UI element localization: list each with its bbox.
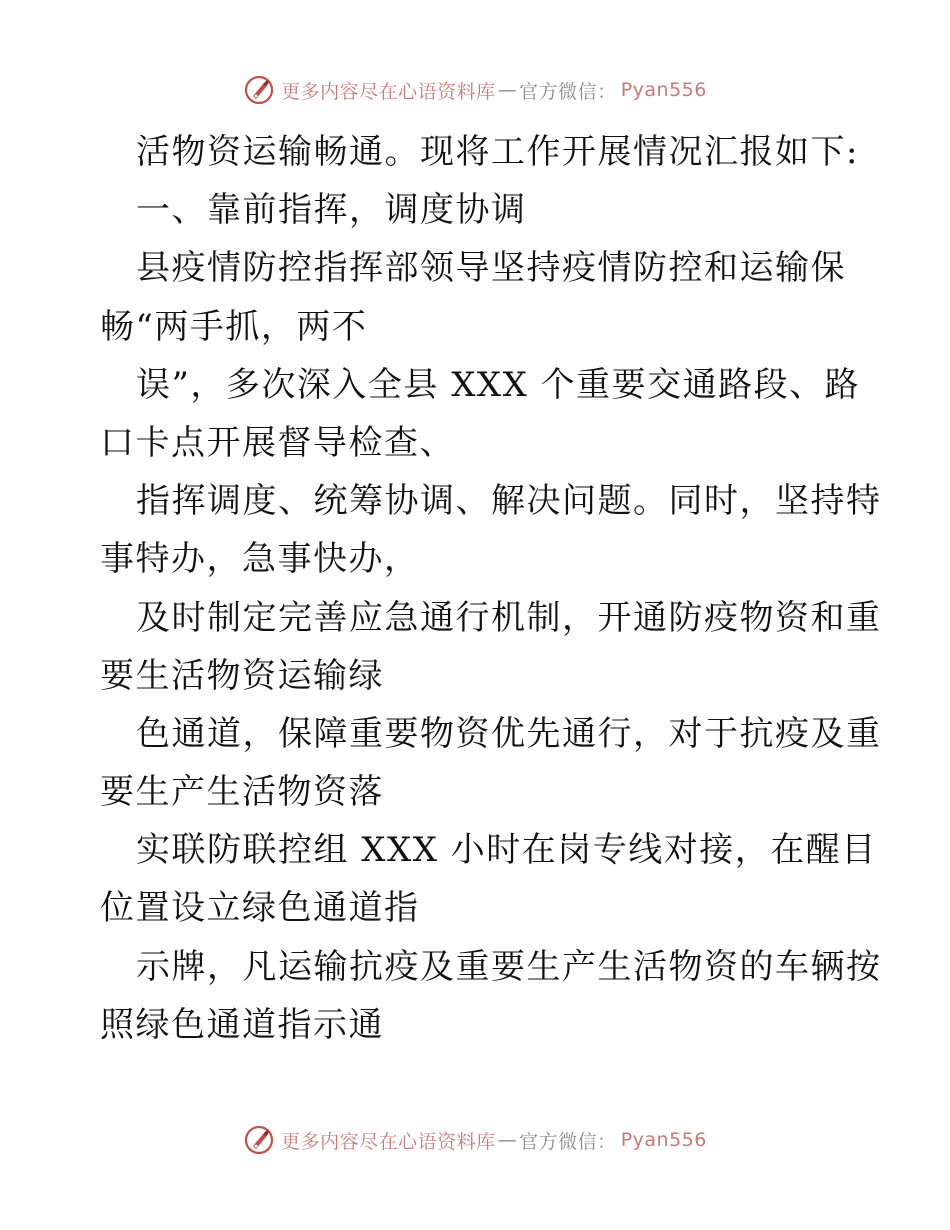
text-line: 要生活物资运输绿 [100,655,384,696]
text-line: 事特办，急事快办， [100,539,420,580]
header-watermark [0,72,950,108]
text-line: 畅“两手抓，两不 [100,306,368,347]
pen-nib-logo-icon [243,1124,275,1156]
watermark-separator: — [497,1129,518,1151]
text-line: 要生产生活物资落 [100,772,384,813]
text-line: 口卡点开展督导检查、 [100,422,455,463]
text-line: 照绿色通道指示通 [100,1004,384,1045]
watermark-wechat-id: Pyan556 [620,79,707,101]
text-line: 误”，多次深入全县 XXX 个重要交通路段、路 [136,364,861,405]
watermark-wechat-label: 官方微信： [519,1130,617,1153]
text-line: 及时制定完善应急通行机制，开通防疫物资和重 [136,597,882,638]
pen-nib-logo-icon [243,74,275,106]
footer-watermark [0,1122,950,1158]
text-line: 一、靠前指挥，调度协调 [136,190,527,231]
text-line: 活物资运输畅通。现将工作开展情况汇报如下: [136,132,859,172]
text-line: 实联防联控组 XXX 小时在岗专线对接，在醒目 [136,830,877,871]
text-line: 位置设立绿色通道指 [100,888,420,929]
watermark-wechat-label: 官方微信： [519,80,617,103]
text-line: 指挥调度、统筹协调、解决问题。同时，坚持特 [136,481,882,522]
text-line: 色通道，保障重要物资优先通行，对于抗疫及重 [136,713,882,754]
watermark-text: 更多内容尽在心语资料库 [281,80,496,103]
document-body [100,123,882,1054]
text-line: 示牌，凡运输抗疫及重要生产生活物资的车辆按 [136,946,882,987]
watermark-separator: — [497,79,518,101]
watermark-wechat-id: Pyan556 [620,1129,707,1151]
text-line: 县疫情防控指挥部领导坚持疫情防控和运输保 [136,248,846,289]
watermark-text: 更多内容尽在心语资料库 [281,1130,496,1153]
